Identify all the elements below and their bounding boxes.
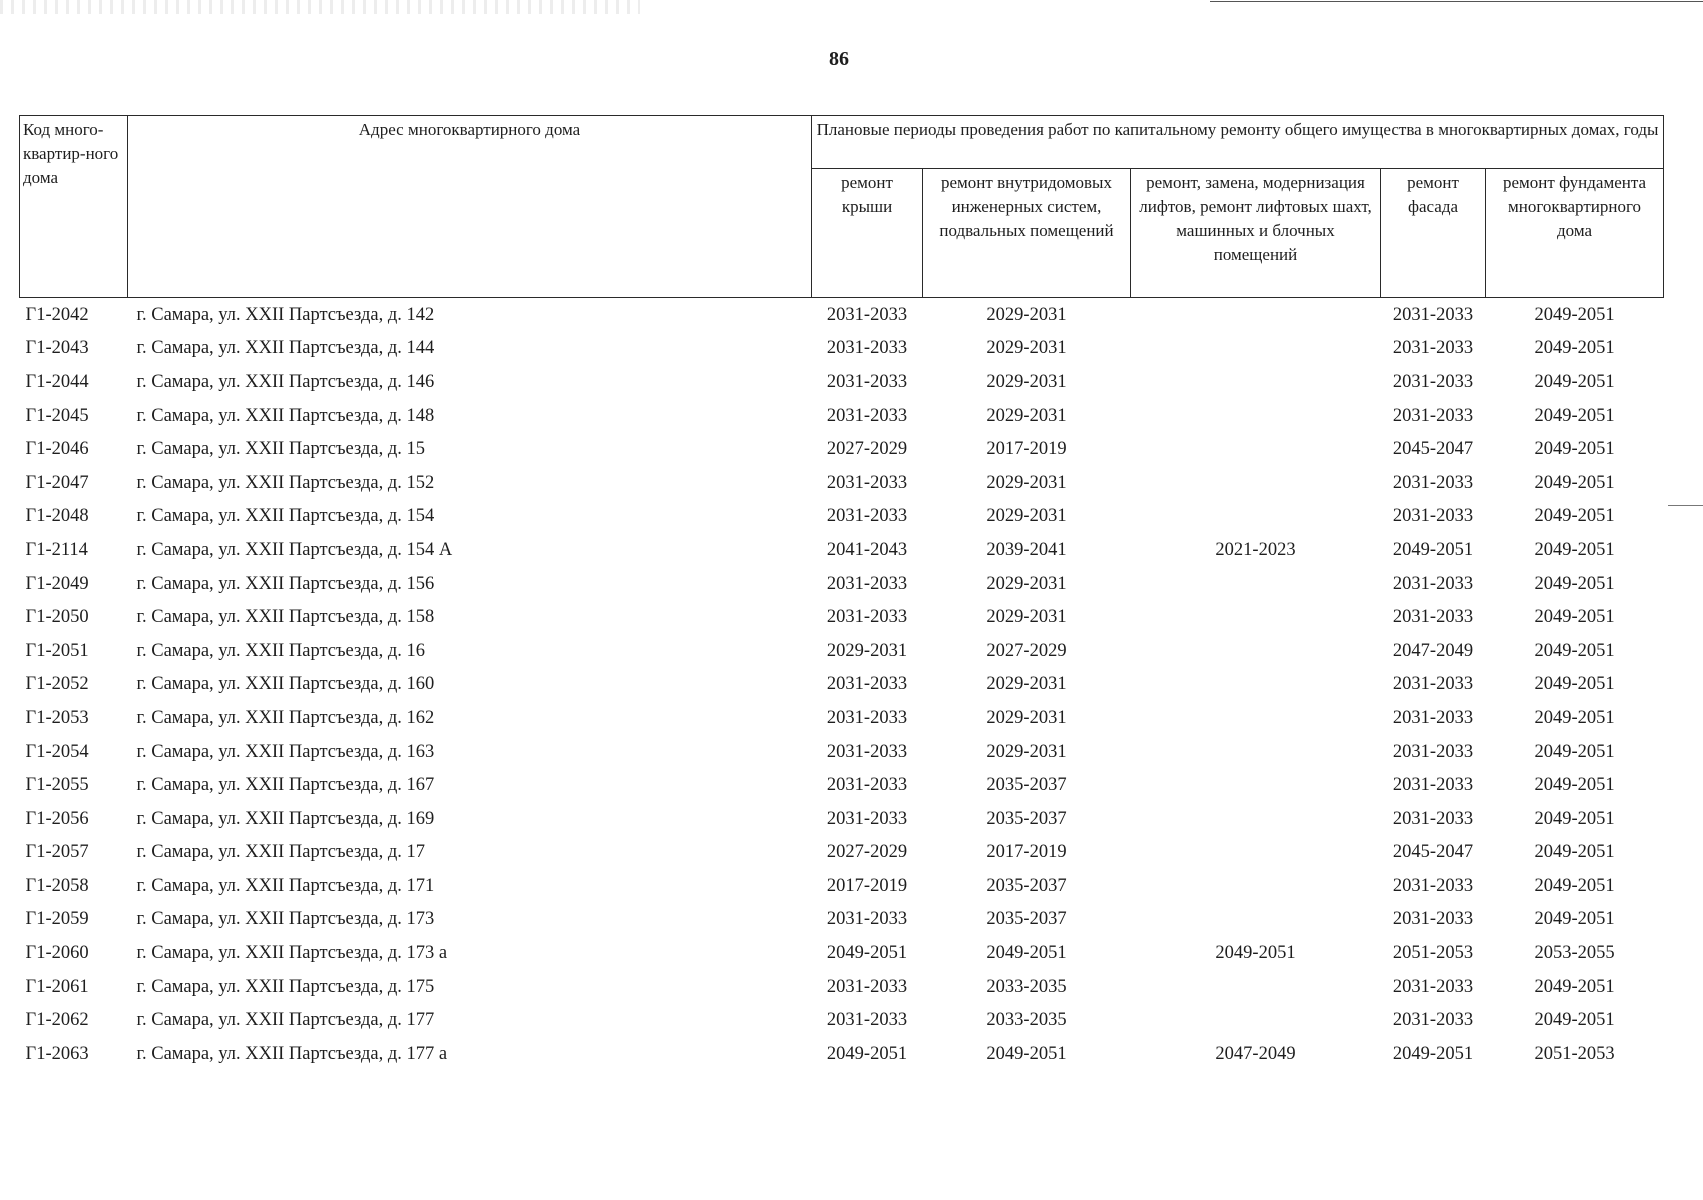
cell-engineering: 2029-2031 xyxy=(986,506,1067,527)
cell-engineering: 2029-2031 xyxy=(986,573,1067,594)
cell-address: г. Самара, ул. XXII Партсъезда, д. 175 xyxy=(136,976,435,997)
table-row xyxy=(20,466,1664,500)
cell-foundation: 2049-2051 xyxy=(1534,573,1615,594)
cell-lift: 2047-2049 xyxy=(1215,1043,1296,1064)
table-row xyxy=(20,836,1664,870)
table-row xyxy=(20,634,1664,668)
cell-foundation: 2053-2055 xyxy=(1534,943,1615,964)
cell-engineering: 2049-2051 xyxy=(986,943,1067,964)
table-row xyxy=(20,365,1664,399)
table-row xyxy=(20,936,1664,970)
cell-code: Г1-2057 xyxy=(25,842,89,863)
cell-code: Г1-2051 xyxy=(25,640,89,661)
cell-roof: 2031-2033 xyxy=(826,371,908,392)
cell-lift xyxy=(1131,298,1381,332)
cell-foundation: 2049-2051 xyxy=(1534,674,1615,695)
cell-lift xyxy=(1131,903,1381,937)
cell-facade: 2047-2049 xyxy=(1392,640,1474,661)
cell-facade: 2031-2033 xyxy=(1392,304,1474,325)
cell-engineering: 2029-2031 xyxy=(986,707,1067,728)
cell-foundation: 2049-2051 xyxy=(1534,405,1615,426)
cell-roof: 2017-2019 xyxy=(826,875,908,896)
cell-address: г. Самара, ул. XXII Партсъезда, д. 173 а xyxy=(136,943,448,964)
cell-code: Г1-2052 xyxy=(25,674,89,695)
cell-roof: 2031-2033 xyxy=(826,741,908,762)
cell-roof: 2031-2033 xyxy=(826,304,908,325)
cell-code: Г1-2056 xyxy=(25,808,89,829)
cell-address: г. Самара, ул. XXII Партсъезда, д. 17 xyxy=(136,842,426,863)
cell-roof: 2031-2033 xyxy=(826,808,908,829)
column-header-periods: Плановые периоды проведения работ по капитальному ремонту общего имущества в многоквартирных домах, годы xyxy=(812,116,1664,169)
cell-engineering: 2029-2031 xyxy=(986,338,1067,359)
cell-address: г. Самара, ул. XXII Партсъезда, д. 167 xyxy=(136,775,435,796)
table-row xyxy=(20,802,1664,836)
cell-facade: 2045-2047 xyxy=(1392,842,1474,863)
cell-address: г. Самара, ул. XXII Партсъезда, д. 171 xyxy=(136,875,435,896)
cell-facade: 2031-2033 xyxy=(1392,741,1474,762)
table-row xyxy=(20,533,1664,567)
cell-lift xyxy=(1131,768,1381,802)
cell-foundation: 2049-2051 xyxy=(1534,371,1615,392)
table-row xyxy=(20,298,1664,332)
cell-address: г. Самара, ул. XXII Партсъезда, д. 177 а xyxy=(136,1043,448,1064)
cell-foundation: 2049-2051 xyxy=(1534,338,1615,359)
page-number: 86 xyxy=(829,48,849,70)
table-row xyxy=(20,735,1664,769)
table-row xyxy=(20,869,1664,903)
cell-lift xyxy=(1131,970,1381,1004)
margin-tick-mark xyxy=(1668,505,1703,506)
cell-address: г. Самара, ул. XXII Партсъезда, д. 160 xyxy=(136,674,435,695)
cell-engineering: 2029-2031 xyxy=(986,741,1067,762)
cell-code: Г1-2053 xyxy=(25,707,89,728)
cell-address: г. Самара, ул. XXII Партсъезда, д. 177 xyxy=(136,1010,435,1031)
cell-address: г. Самара, ул. XXII Партсъезда, д. 154 А xyxy=(136,539,453,560)
cell-address: г. Самара, ул. XXII Партсъезда, д. 16 xyxy=(136,640,426,661)
cell-facade: 2031-2033 xyxy=(1392,1010,1474,1031)
column-header-facade: ремонт фасада xyxy=(1381,169,1486,298)
cell-code: Г1-2042 xyxy=(25,304,89,325)
cell-address: г. Самара, ул. XXII Партсъезда, д. 173 xyxy=(136,909,435,930)
cell-lift xyxy=(1131,466,1381,500)
cell-roof: 2031-2033 xyxy=(826,472,908,493)
scan-edge-line xyxy=(1210,1,1703,2)
table-row xyxy=(20,1003,1664,1037)
cell-roof: 2031-2033 xyxy=(826,506,908,527)
cell-engineering: 2017-2019 xyxy=(986,842,1067,863)
cell-foundation: 2049-2051 xyxy=(1534,842,1615,863)
table-row xyxy=(20,768,1664,802)
table-row xyxy=(20,701,1664,735)
cell-roof: 2031-2033 xyxy=(826,1010,908,1031)
table-header xyxy=(20,116,1664,298)
cell-roof: 2031-2033 xyxy=(826,909,908,930)
table-row xyxy=(20,903,1664,937)
table-row xyxy=(20,399,1664,433)
cell-address: г. Самара, ул. XXII Партсъезда, д. 156 xyxy=(136,573,435,594)
cell-foundation: 2049-2051 xyxy=(1534,909,1615,930)
cell-code: Г1-2048 xyxy=(25,506,89,527)
capital-repair-schedule-table xyxy=(19,115,1664,1071)
table-row xyxy=(20,500,1664,534)
cell-lift xyxy=(1131,500,1381,534)
cell-lift xyxy=(1131,332,1381,366)
cell-foundation: 2051-2053 xyxy=(1534,1043,1615,1064)
cell-lift xyxy=(1131,836,1381,870)
cell-facade: 2031-2033 xyxy=(1392,707,1474,728)
cell-lift xyxy=(1131,668,1381,702)
cell-roof: 2027-2029 xyxy=(826,439,908,460)
cell-code: Г1-2060 xyxy=(25,943,89,964)
cell-facade: 2031-2033 xyxy=(1392,775,1474,796)
cell-address: г. Самара, ул. XXII Партсъезда, д. 146 xyxy=(136,371,435,392)
cell-lift xyxy=(1131,365,1381,399)
cell-address: г. Самара, ул. XXII Партсъезда, д. 163 xyxy=(136,741,435,762)
column-header-foundation: ремонт фундамента многоквартирного дома xyxy=(1486,169,1664,298)
cell-foundation: 2049-2051 xyxy=(1534,741,1615,762)
cell-lift xyxy=(1131,735,1381,769)
cell-code: Г1-2114 xyxy=(25,539,88,560)
cell-foundation: 2049-2051 xyxy=(1534,707,1615,728)
cell-foundation: 2049-2051 xyxy=(1534,304,1615,325)
cell-address: г. Самара, ул. XXII Партсъезда, д. 169 xyxy=(136,808,435,829)
cell-code: Г1-2050 xyxy=(25,607,89,628)
cell-roof: 2027-2029 xyxy=(826,842,908,863)
cell-engineering: 2033-2035 xyxy=(986,1010,1067,1031)
table-row xyxy=(20,432,1664,466)
cell-engineering: 2035-2037 xyxy=(986,875,1067,896)
cell-engineering: 2033-2035 xyxy=(986,976,1067,997)
cell-engineering: 2029-2031 xyxy=(986,607,1067,628)
cell-lift xyxy=(1131,399,1381,433)
cell-code: Г1-2049 xyxy=(25,573,89,594)
cell-roof: 2049-2051 xyxy=(826,1043,908,1064)
cell-lift xyxy=(1131,1003,1381,1037)
cell-engineering: 2039-2041 xyxy=(986,539,1067,560)
cell-lift xyxy=(1131,869,1381,903)
cell-foundation: 2049-2051 xyxy=(1534,976,1615,997)
column-header-address: Адрес многоквартирного дома xyxy=(128,116,812,298)
table-row xyxy=(20,668,1664,702)
cell-facade: 2051-2053 xyxy=(1392,943,1474,964)
cell-roof: 2031-2033 xyxy=(826,674,908,695)
cell-code: Г1-2061 xyxy=(25,976,89,997)
cell-facade: 2031-2033 xyxy=(1392,472,1474,493)
cell-code: Г1-2043 xyxy=(25,338,89,359)
cell-roof: 2031-2033 xyxy=(826,338,908,359)
column-header-engineering: ремонт внутридомовых инженерных систем, подвальных помещений xyxy=(923,169,1131,298)
cell-engineering: 2035-2037 xyxy=(986,808,1067,829)
cell-facade: 2031-2033 xyxy=(1392,338,1474,359)
cell-foundation: 2049-2051 xyxy=(1534,607,1615,628)
cell-address: г. Самара, ул. XXII Партсъезда, д. 162 xyxy=(136,707,435,728)
cell-roof: 2031-2033 xyxy=(826,405,908,426)
cell-code: Г1-2047 xyxy=(25,472,89,493)
cell-foundation: 2049-2051 xyxy=(1534,640,1615,661)
cell-foundation: 2049-2051 xyxy=(1534,808,1615,829)
cell-engineering: 2035-2037 xyxy=(986,909,1067,930)
cell-facade: 2031-2033 xyxy=(1392,607,1474,628)
cell-engineering: 2029-2031 xyxy=(986,674,1067,695)
table-row xyxy=(20,600,1664,634)
cell-code: Г1-2058 xyxy=(25,875,89,896)
table-row xyxy=(20,970,1664,1004)
cell-foundation: 2049-2051 xyxy=(1534,439,1615,460)
cell-lift xyxy=(1131,432,1381,466)
cell-foundation: 2049-2051 xyxy=(1534,506,1615,527)
cell-roof: 2031-2033 xyxy=(826,607,908,628)
cell-code: Г1-2055 xyxy=(25,775,89,796)
cell-address: г. Самара, ул. XXII Партсъезда, д. 15 xyxy=(136,439,426,460)
cell-roof: 2031-2033 xyxy=(826,707,908,728)
cell-facade: 2031-2033 xyxy=(1392,405,1474,426)
cell-address: г. Самара, ул. XXII Партсъезда, д. 154 xyxy=(136,506,435,527)
cell-foundation: 2049-2051 xyxy=(1534,775,1615,796)
scan-artifact-top xyxy=(0,0,640,14)
cell-engineering: 2029-2031 xyxy=(986,405,1067,426)
cell-roof: 2029-2031 xyxy=(826,640,908,661)
cell-facade: 2049-2051 xyxy=(1392,1043,1474,1064)
cell-facade: 2031-2033 xyxy=(1392,674,1474,695)
cell-facade: 2031-2033 xyxy=(1392,506,1474,527)
cell-roof: 2041-2043 xyxy=(826,539,908,560)
cell-facade: 2049-2051 xyxy=(1392,539,1474,560)
cell-foundation: 2049-2051 xyxy=(1534,539,1615,560)
cell-roof: 2049-2051 xyxy=(826,943,908,964)
cell-address: г. Самара, ул. XXII Партсъезда, д. 142 xyxy=(136,304,435,325)
cell-facade: 2031-2033 xyxy=(1392,573,1474,594)
cell-address: г. Самара, ул. XXII Партсъезда, д. 148 xyxy=(136,405,435,426)
cell-facade: 2045-2047 xyxy=(1392,439,1474,460)
cell-lift xyxy=(1131,634,1381,668)
cell-engineering: 2027-2029 xyxy=(986,640,1067,661)
cell-code: Г1-2044 xyxy=(25,371,89,392)
cell-roof: 2031-2033 xyxy=(826,976,908,997)
column-header-roof: ремонт крыши xyxy=(812,169,923,298)
cell-facade: 2031-2033 xyxy=(1392,371,1474,392)
cell-engineering: 2029-2031 xyxy=(986,371,1067,392)
cell-facade: 2031-2033 xyxy=(1392,875,1474,896)
cell-lift: 2049-2051 xyxy=(1215,943,1296,964)
cell-code: Г1-2059 xyxy=(25,909,89,930)
cell-roof: 2031-2033 xyxy=(826,573,908,594)
cell-code: Г1-2054 xyxy=(25,741,89,762)
cell-address: г. Самара, ул. XXII Партсъезда, д. 158 xyxy=(136,607,435,628)
cell-engineering: 2049-2051 xyxy=(986,1043,1067,1064)
table-body xyxy=(20,298,1664,1071)
cell-code: Г1-2045 xyxy=(25,405,89,426)
cell-lift xyxy=(1131,600,1381,634)
cell-engineering: 2029-2031 xyxy=(986,472,1067,493)
cell-engineering: 2035-2037 xyxy=(986,775,1067,796)
cell-code: Г1-2062 xyxy=(25,1010,89,1031)
cell-roof: 2031-2033 xyxy=(826,775,908,796)
cell-address: г. Самара, ул. XXII Партсъезда, д. 144 xyxy=(136,338,435,359)
cell-facade: 2031-2033 xyxy=(1392,808,1474,829)
cell-lift xyxy=(1131,567,1381,601)
cell-address: г. Самара, ул. XXII Партсъезда, д. 152 xyxy=(136,472,435,493)
cell-foundation: 2049-2051 xyxy=(1534,472,1615,493)
column-header-code: Код много-квартир-ного дома xyxy=(20,116,128,298)
cell-engineering: 2029-2031 xyxy=(986,304,1067,325)
cell-facade: 2031-2033 xyxy=(1392,976,1474,997)
cell-lift xyxy=(1131,701,1381,735)
column-header-lift: ремонт, замена, модернизация лифтов, ремонт лифтовых шахт, машинных и блочных помещений xyxy=(1131,169,1381,298)
cell-code: Г1-2046 xyxy=(25,439,89,460)
cell-lift: 2021-2023 xyxy=(1215,539,1296,560)
cell-foundation: 2049-2051 xyxy=(1534,875,1615,896)
cell-lift xyxy=(1131,802,1381,836)
cell-code: Г1-2063 xyxy=(25,1043,89,1064)
table-row xyxy=(20,567,1664,601)
cell-foundation: 2049-2051 xyxy=(1534,1010,1615,1031)
table-row xyxy=(20,1037,1664,1071)
table-row xyxy=(20,332,1664,366)
cell-facade: 2031-2033 xyxy=(1392,909,1474,930)
cell-engineering: 2017-2019 xyxy=(986,439,1067,460)
